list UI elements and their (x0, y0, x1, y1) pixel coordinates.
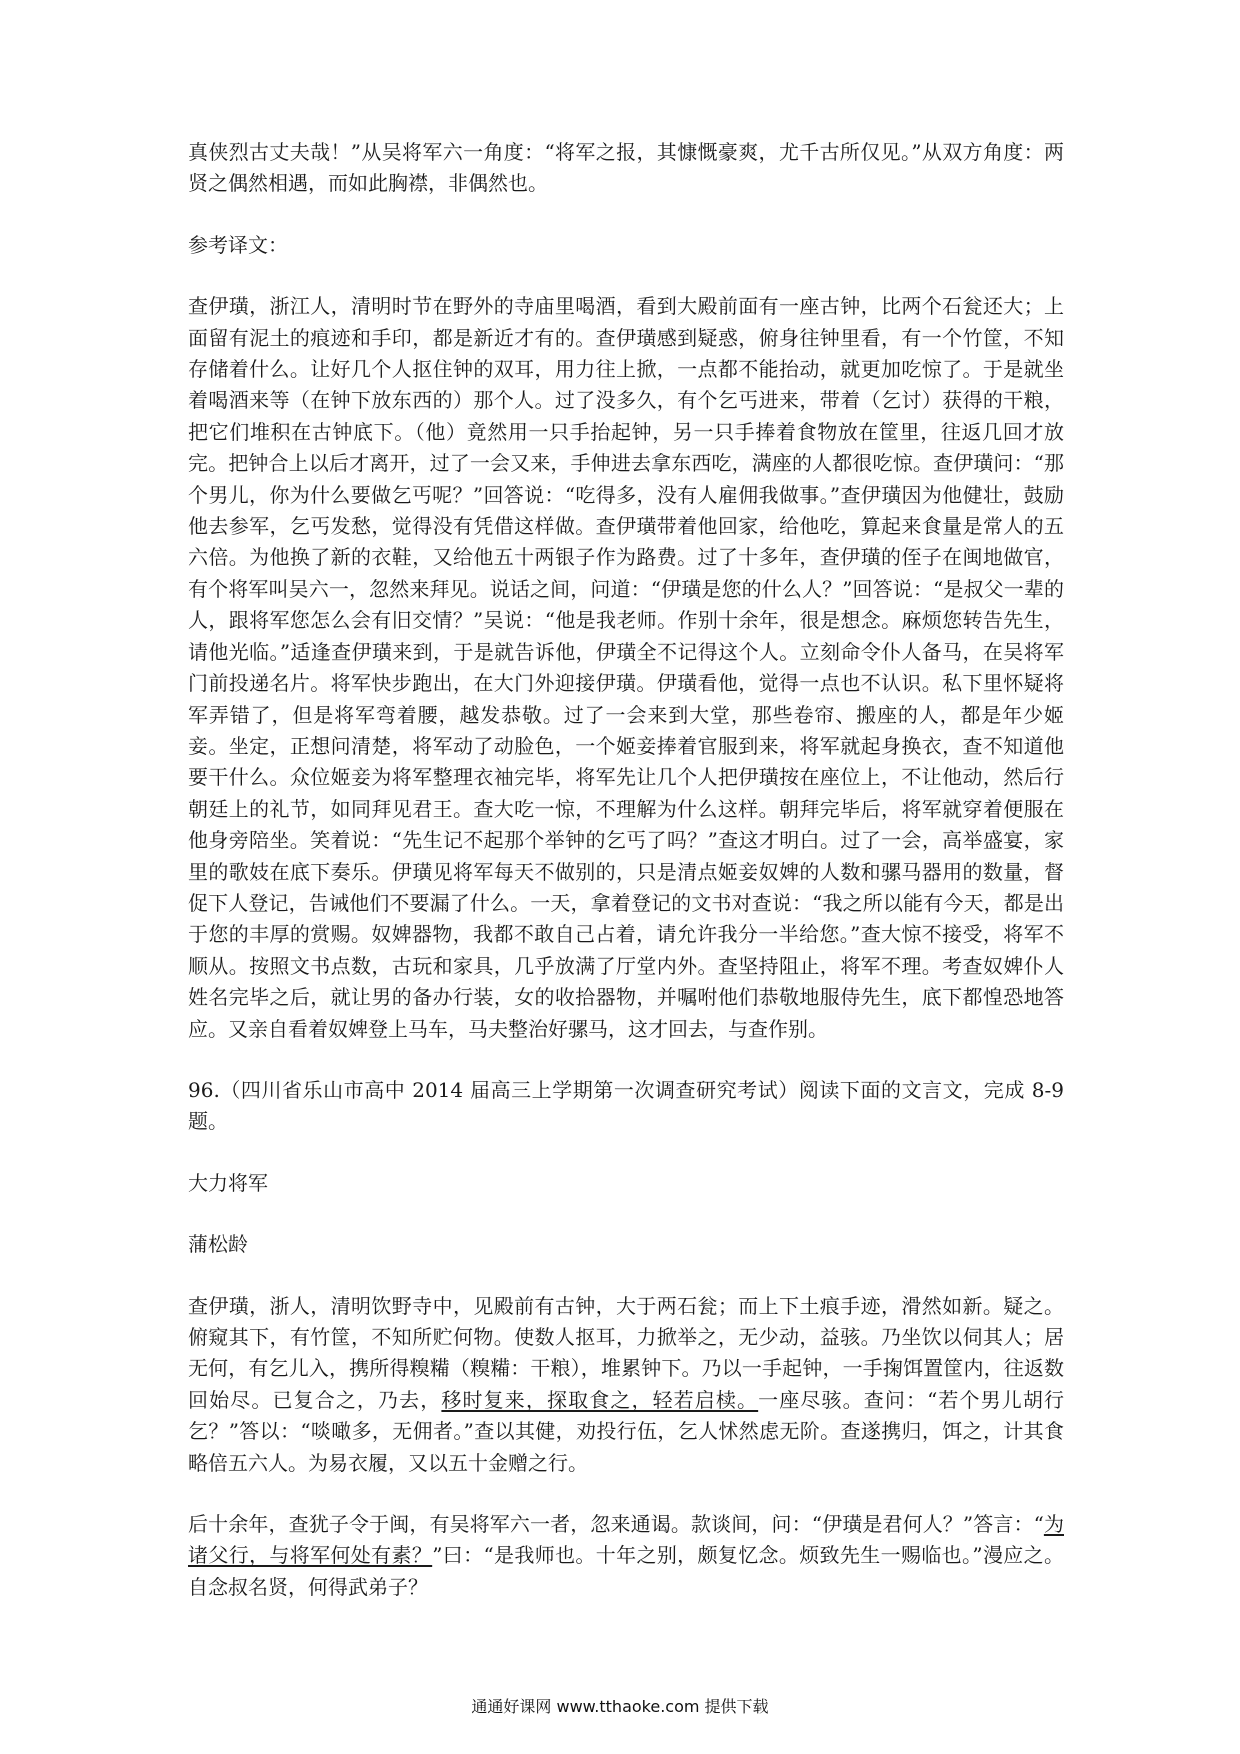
question-intro: 96.（四川省乐山市高中 2014 届高三上学期第一次调查研究考试）阅读下面的文言文，完成 8-9 题。 (188, 1077, 1064, 1134)
top-paragraph: 真侠烈古丈夫哉！”从吴将军六一角度：“将军之报，其慷慨豪爽，尤千古所仅见。”从双方角度：两贤之偶然相遇，而如此胸襟，非偶然也。 (188, 140, 1064, 196)
p1-text-before: 查伊璜，浙人，清明饮野寺中，见殿前有古钟，大于两石瓮；而上下土痕手迹，滑然如新。疑之。俯窥其下，有竹筐，不知所贮何物。使数人抠耳，力掀举之，无少动，益骇。乃坐饮以伺其人；居无何，有乞儿入，携所得糗糒（糗糒：干粮），堆累钟下。乃以一手起钟，一手掬饵置筐内，往返数回始尽。已复合之，乃去， (188, 1293, 1064, 1412)
translation-heading: 参考译文： (188, 232, 288, 257)
p2-underlined-sentence: 为诸父行，与将军何处有素？ (188, 1512, 1064, 1568)
passage-title: 大力将军 (188, 1170, 268, 1195)
original-paragraph-1 (188, 1291, 1064, 1479)
page-footer: 通通好课网 www.tthaoke.com 提供下载 (471, 1697, 769, 1716)
p2-text-before: 后十余年，查犹子令于闽，有吴将军六一者，忽来通谒。款谈间，问：“伊璜是君何人？”答言：“ (188, 1512, 1044, 1537)
original-paragraph-2 (188, 1509, 1064, 1603)
p1-text-after: 一座尽骇。查问：“若个男儿胡行乞？”答以：“啖噉多，无佣者。”查以其健，劝投行伍，乞人怵然虑无阶。查遂携归，饵之，计其食略倍五六人。为易衣履，又以五十金赠之行。 (188, 1387, 1065, 1475)
document-page (188, 137, 1064, 1603)
p1-underlined-sentence: 移时复来，探取食之，轻若启椟。 (441, 1387, 759, 1412)
translation-body: 查伊璜，浙江人，清明时节在野外的寺庙里喝酒，看到大殿前面有一座古钟，比两个石瓮还大；上面留有泥土的痕迹和手印，都是新近才有的。查伊璜感到疑惑，俯身往钟里看，有一个竹筐，不知存储着什么。让好几个人抠住钟的双耳，用力往上掀，一点都不能抬动，就更加吃惊了。于是就坐着喝酒来等（在钟下放东西的）那个人。过了没多久，有个乞丐进来，带着（乞讨）获得的干粮，把它们堆积在古钟底下。（他）竟然用一只手抬起钟，另一只手捧着食物放在筐里，往返几回才放完。把钟合上以后才离开，过了一会又来，手伸进去拿东西吃，满座的人都很吃惊。查伊璜问：“那个男儿，你为什么要做乞丐呢？”回答说：“吃得多，没有人雇佣我做事。”查伊璜因为他健壮，鼓励他去参军，乞丐发愁，觉得没有凭借这样做。查伊璜带着他回家，给他吃，算起来食量是常人的五六倍。为他换了新的衣鞋，又给他五十两银子作为路费。过了十多年，查伊璜的侄子在闽地做官，有个将军叫吴六一，忽然来拜见。说话之间，问道：“伊璜是您的什么人？”回答说：“是叔父一辈的人，跟将军您怎么会有旧交情？”吴说：“他是我老师。作别十余年，很是想念。麻烦您转告先生，请他光临。”适逢查伊璜来到，于是就告诉他，伊璜全不记得这个人。立刻命令仆人备马，在吴将军门前投递名片。将军快步跑出，在大门外迎接伊璜。伊璜看他，觉得一点也不认识。私下里怀疑将军弄错了，但是将军弯着腰，越发恭敬。过了一会来到大堂，那些卷帘、搬座的人，都是年少姬妾。坐定，正想问清楚，将军动了动脸色，一个姬妾捧着官服到来，将军就起身换衣，查不知道他要干什么。众位姬妾为将军整理衣袖完毕，将军先让几个人把伊璜按在座位上，不让他动，然后行朝廷上的礼节，如同拜见君王。查大吃一惊，不理解为什么这样。朝拜完毕后，将军就穿着便服在他身旁陪坐。笑着说：“先生记不起那个举钟的乞丐了吗？”查这才明白。过了一会，高举盛宴，家里的歌妓在底下奏乐。伊璜见将军每天不做别的，只是清点姬妾奴婢的人数和骡马器用的数量，督促下人登记，告诫他们不要漏了什么。一天，拿着登记的文书对查说：“我之所以能有今天，都是出于您的丰厚的赏赐。奴婢器物，我都不敢自己占着，请允许我分一半给您。”查大惊不接受，将军不顺从。按照文书点数，古玩和家具，几乎放满了厅堂内外。查坚持阻止，将军不理。考查奴婢仆人姓名完毕之后，就让男的备办行装，女的收拾器物，并嘱咐他们恭敬地服侍先生，底下都惶恐地答应。又亲自看着奴婢登上马车，马夫整治好骡马，这才回去，与查作别。 (188, 294, 1064, 1041)
p2-text-after: ”曰：“是我师也。十年之别，颇复忆念。烦致先生一赐临也。”漫应之。自念叔名贤，何得武弟子？ (188, 1543, 1064, 1599)
passage-author: 蒲松龄 (188, 1232, 248, 1257)
